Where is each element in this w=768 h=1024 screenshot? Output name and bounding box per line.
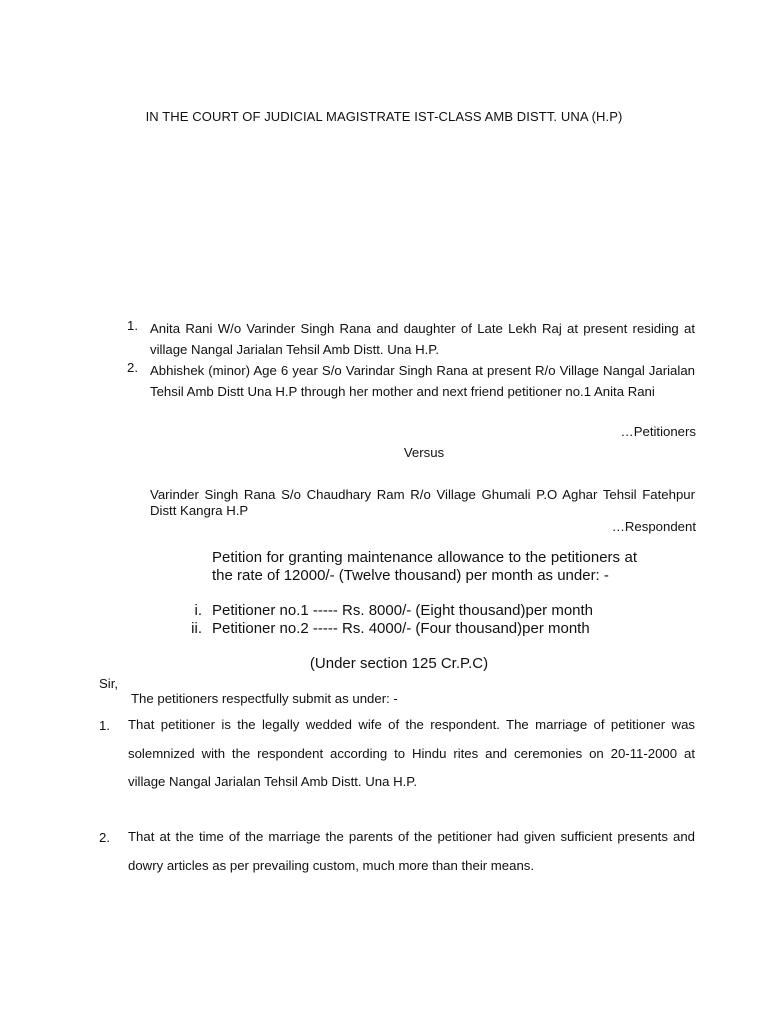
respondent-text: Varinder Singh Rana S/o Chaudhary Ram R/o Village Ghumali P.O Aghar Tehsil Fatehpur Distt Kangra H.P [150,487,695,518]
respondent-tag: …Respondent [611,519,696,534]
under-section-heading: (Under section 125 Cr.P.C) [309,655,489,672]
petition-description: Petition for granting maintenance allowance to the petitioners at the rate of 12000/- (Twelve thousand) per month as under: - [212,549,637,584]
salutation: Sir, [99,676,119,691]
paragraph-1-text: That petitioner is the legally wedded wife of the respondent. The marriage of petitioner was solemnized with the respondent according to Hindu rites and ceremonies on 20-11-2000 at village Nangal Jarialan Tehsil Amb Distt. Una H.P. [128,717,695,789]
petition-item-2-text: Petitioner no.2 ----- Rs. 4000/- (Four thousand)per month [212,620,590,637]
paragraph-2-number: 2. [99,830,110,845]
petition-item-2-number: ii. [191,620,202,637]
petitioner-1-number: 1. [127,318,138,333]
versus-label: Versus [403,445,445,460]
petitioners-tag: …Petitioners [620,424,696,439]
paragraph-1-number: 1. [99,718,110,733]
petition-item-1-text: Petitioner no.1 ----- Rs. 8000/- (Eight thousand)per month [212,602,594,619]
petition-item-1-number: i. [194,602,202,619]
paragraph-2-text: That at the time of the marriage the parents of the petitioner had given sufficient presents and dowry articles as per prevailing custom, much more than their means. [128,829,695,873]
petitioner-2-text: Abhishek (minor) Age 6 year S/o Varindar Singh Rana at present R/o Village Nangal Jarialan Tehsil Amb Distt Una H.P through her mother and next friend petitioner no.1 Anita Rani [150,363,695,399]
petitioner-1-text: Anita Rani W/o Varinder Singh Rana and daughter of Late Lekh Raj at present residing at village Nangal Jarialan Tehsil Amb Distt. Una H.P. [150,321,695,357]
court-title: IN THE COURT OF JUDICIAL MAGISTRATE IST-CLASS AMB DISTT. UNA (H.P) [145,109,623,124]
intro-line: The petitioners respectfully submit as under: - [131,691,398,706]
petitioner-2-number: 2. [127,360,138,375]
